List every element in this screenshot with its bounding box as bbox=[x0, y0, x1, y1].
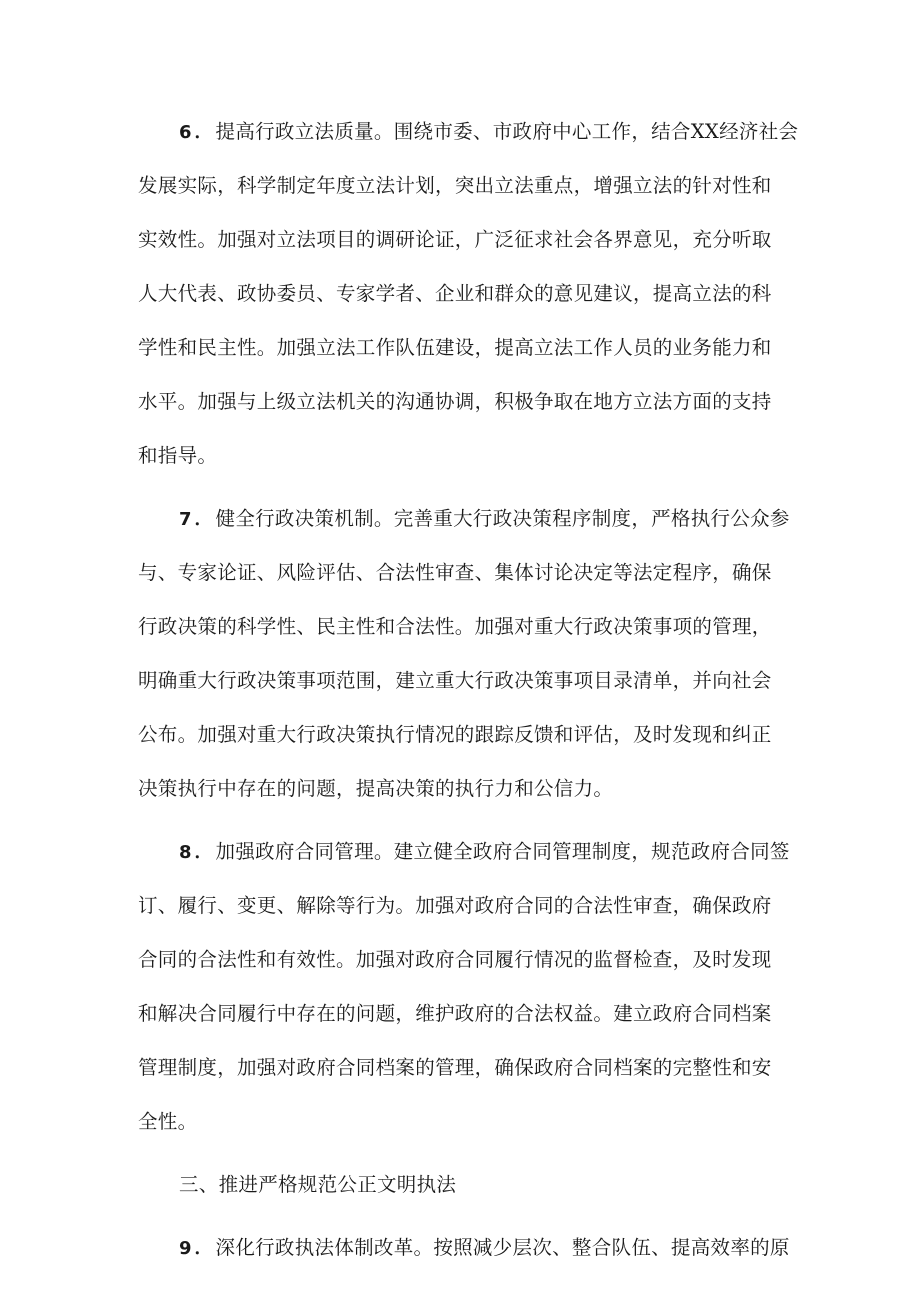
paragraph-6-line-7: 和指导。 bbox=[138, 444, 218, 467]
paragraph-8-line-5: 管理制度，加强对政府合同档案的管理，确保政府合同档案的完整性和安 bbox=[138, 1056, 772, 1079]
item-number: 9． bbox=[179, 1238, 216, 1259]
paragraph-8-line-6: 全性。 bbox=[138, 1110, 198, 1133]
paragraph-8-line-4: 和解决合同履行中存在的问题，维护政府的合法权益。建立政府合同档案 bbox=[138, 1002, 772, 1025]
paragraph-text: 健全行政决策机制。完善重大行政决策程序制度，严格执行公众参 bbox=[215, 507, 790, 530]
paragraph-7-line-4: 明确重大行政决策事项范围，建立重大行政决策事项目录清单，并向社会 bbox=[138, 669, 772, 692]
paragraph-7-line-3: 行政决策的科学性、民主性和合法性。加强对重大行政决策事项的管理， bbox=[138, 615, 772, 638]
paragraph-8-line-3: 合同的合法性和有效性。加强对政府合同履行情况的监督检查，及时发现 bbox=[138, 948, 772, 971]
paragraph-6-line-1 bbox=[179, 120, 798, 144]
item-number: 8． bbox=[179, 842, 216, 863]
paragraph-8-line-2: 订、履行、变更、解除等行为。加强对政府合同的合法性审查，确保政府 bbox=[138, 894, 772, 917]
item-number: 7． bbox=[179, 509, 216, 530]
paragraph-text: 加强政府合同管理。建立健全政府合同管理制度，规范政府合同签 bbox=[215, 840, 790, 863]
paragraph-7-line-1 bbox=[179, 507, 790, 531]
section-heading: 三、推进严格规范公正文明执法 bbox=[179, 1173, 457, 1196]
paragraph-text: 深化行政执法体制改革。按照减少层次、整合队伍、提高效率的原 bbox=[215, 1236, 790, 1259]
paragraph-6-line-3: 实效性。加强对立法项目的调研论证，广泛征求社会各界意见，充分听取 bbox=[138, 228, 772, 251]
paragraph-7-line-2: 与、专家论证、风险评估、合法性审查、集体讨论决定等法定程序，确保 bbox=[138, 561, 772, 584]
paragraph-6-line-2: 发展实际，科学制定年度立法计划，突出立法重点，增强立法的针对性和 bbox=[138, 174, 772, 197]
paragraph-9-line-1 bbox=[179, 1236, 790, 1260]
paragraph-7-line-6: 决策执行中存在的问题，提高决策的执行力和公信力。 bbox=[138, 777, 614, 800]
paragraph-7-line-5: 公布。加强对重大行政决策执行情况的跟踪反馈和评估，及时发现和纠正 bbox=[138, 723, 772, 746]
paragraph-6-line-5: 学性和民主性。加强立法工作队伍建设，提高立法工作人员的业务能力和 bbox=[138, 336, 772, 359]
paragraph-8-line-1 bbox=[179, 840, 790, 864]
paragraph-text: 提高行政立法质量。围绕市委、市政府中心工作，结合XX经济社会 bbox=[215, 120, 799, 143]
paragraph-6-line-6: 水平。加强与上级立法机关的沟通协调，积极争取在地方立法方面的支持 bbox=[138, 390, 772, 413]
item-number: 6． bbox=[179, 122, 216, 143]
paragraph-6-line-4: 人大代表、政协委员、专家学者、企业和群众的意见建议，提高立法的科 bbox=[138, 282, 772, 305]
